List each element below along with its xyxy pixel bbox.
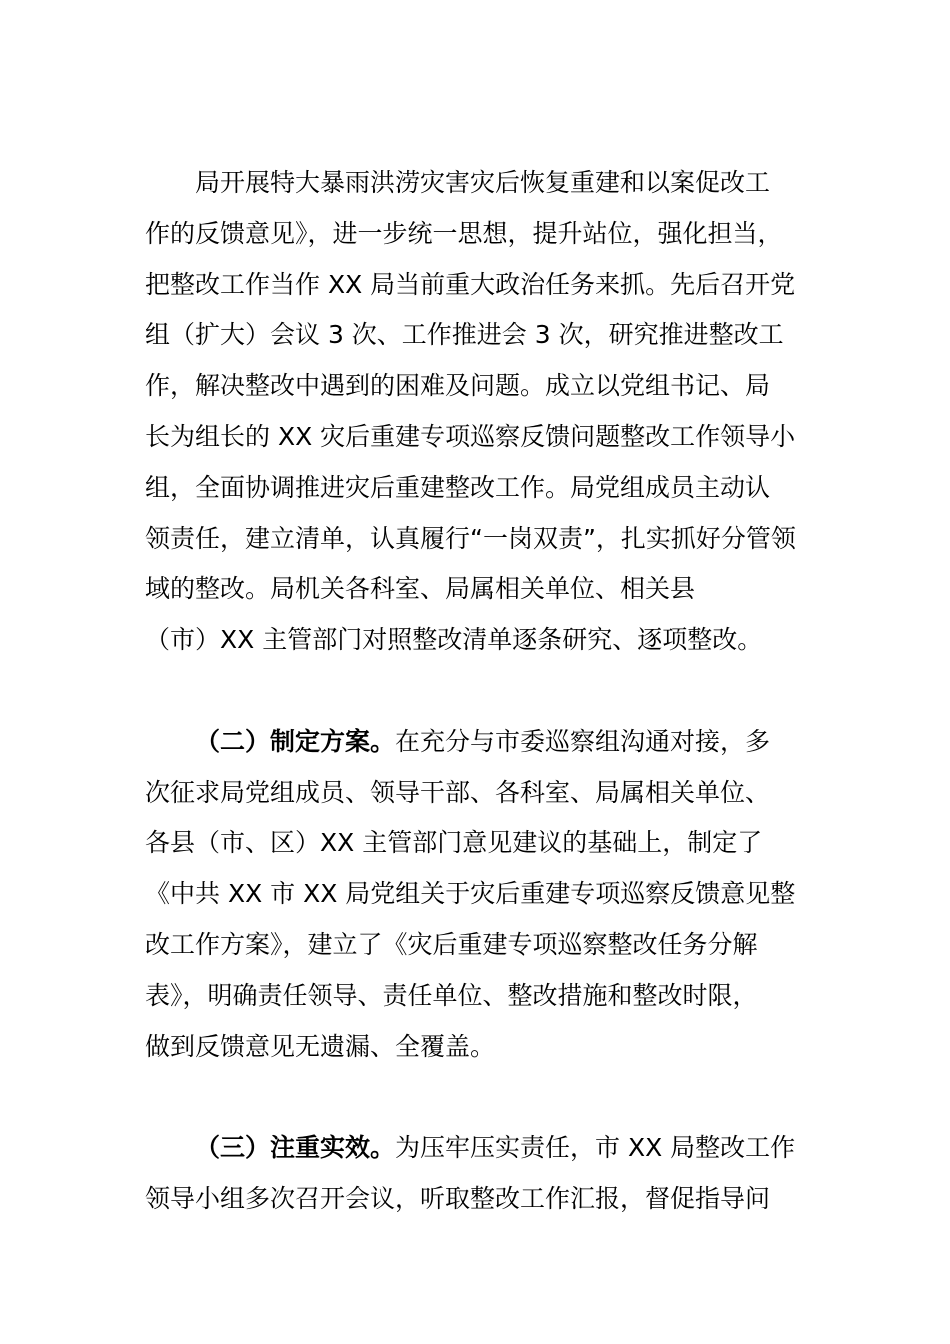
text-run: 在充分与市委巡察组沟通对接，多 bbox=[395, 726, 771, 756]
paragraph-gap bbox=[145, 1072, 810, 1123]
text-line bbox=[145, 1123, 810, 1174]
text-run: 为压牢压实责任，市 XX 局整改工作 bbox=[395, 1133, 796, 1163]
text-line: 《中共 XX 市 XX 局党组关于灾后重建专项巡察反馈意见整 bbox=[145, 879, 796, 909]
text-line: 各县（市、区）XX 主管部门意见建议的基础上，制定了 bbox=[145, 828, 763, 858]
text-line: 长为组长的 XX 灾后重建专项巡察反馈问题整改工作领导小 bbox=[145, 421, 796, 451]
text-line: 改工作方案》，建立了《灾后重建专项巡察整改任务分解 bbox=[145, 929, 758, 959]
text-line: 组（扩大）会议 3 次、工作推进会 3 次，研究推进整改工 bbox=[145, 320, 784, 350]
text-line: （市）XX 主管部门对照整改清单逐条研究、逐项整改。 bbox=[145, 625, 763, 655]
text-line: 把整改工作当作 XX 局当前重大政治任务来抓。先后召开党 bbox=[145, 269, 796, 299]
section-heading: （三）注重实效。 bbox=[195, 1133, 396, 1163]
text-line: 次征求局党组成员、领导干部、各科室、局属相关单位、 bbox=[145, 777, 771, 807]
text-line: 表》，明确责任领导、责任单位、整改措施和整改时限， bbox=[145, 980, 758, 1010]
paragraph-rectification-organization bbox=[145, 158, 810, 666]
text-line: 组，全面协调推进灾后重建整改工作。局党组成员主动认 bbox=[145, 472, 771, 502]
text-line: 做到反馈意见无遗漏、全覆盖。 bbox=[145, 1031, 496, 1061]
paragraph-gap bbox=[145, 666, 810, 717]
text-line: 局开展特大暴雨洪涝灾害灾后恢复重建和以案促改工 bbox=[195, 168, 771, 197]
text-line: 领导小组多次召开会议，听取整改工作汇报，督促指导问 bbox=[145, 1183, 771, 1213]
text-line: 作的反馈意见》，进一步统一思想，提升站位，强化担当， bbox=[145, 218, 783, 248]
paragraph-formulate-plan bbox=[145, 717, 810, 1073]
text-line bbox=[145, 717, 810, 768]
text-line: 作，解决整改中遇到的困难及问题。成立以党组书记、局 bbox=[145, 371, 771, 401]
text-line: 领责任，建立清单，认真履行“一岗双责”，扎实抓好分管领 bbox=[145, 523, 796, 553]
section-heading: （二）制定方案。 bbox=[195, 726, 396, 756]
document-body bbox=[145, 158, 810, 1225]
text-line: 域的整改。局机关各科室、局属相关单位、相关县 bbox=[145, 574, 696, 604]
paragraph-focus-results bbox=[145, 1123, 810, 1225]
